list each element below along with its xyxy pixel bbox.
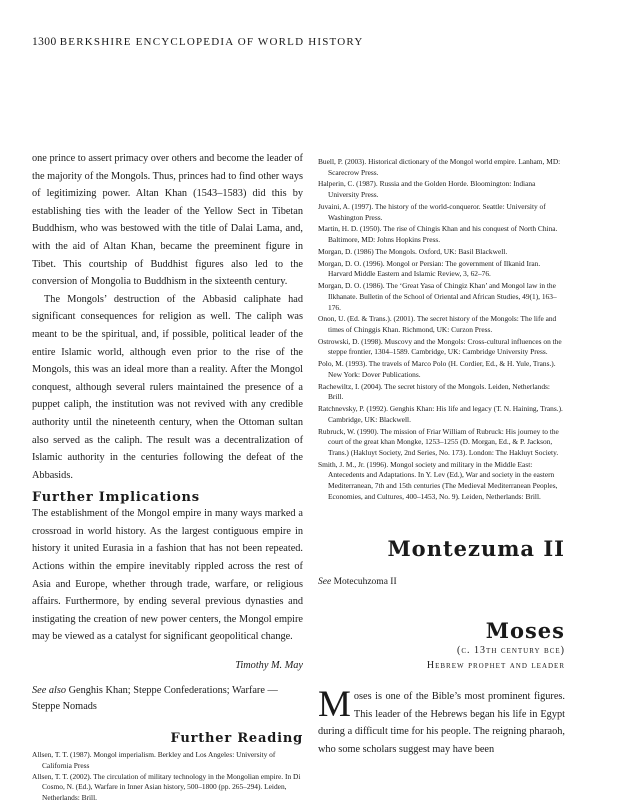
reference-item: Morgan, D. O. (1996). Mongol or Persian: The government of Ilkanid Iran. Harvard Middle Eastern and Islamic Review, 3, 62–76.: [318, 258, 541, 279]
page-number: 1300: [32, 36, 57, 48]
left-column: [32, 150, 303, 804]
reference-item: Morgan, D. (1986) The Mongols. Oxford, UK: Basil Blackwell.: [318, 246, 508, 256]
reference-item: Smith, J. M., Jr. (1996). Mongol society and military in the Middle East: Antecedents and Adaptations. In Y. Lev (Ed.), War and society in the eastern Mediterranean, 7th and 15th centuries (The Medieval Mediterranean Peoples, Economies, and Cultures, 400–1453, No. 9). Leiden, Netherlands: Brill.: [318, 459, 558, 501]
section-heading-further-implications: Further Implications: [32, 490, 200, 506]
moses-role: Hebrew prophet and leader: [426, 660, 565, 671]
running-header: [32, 36, 363, 48]
moses-dates: (c. 13th century bce): [457, 645, 565, 656]
reference-item: Halperin, C. (1987). Russia and the Golden Horde. Bloomington: Indiana University Press.: [318, 179, 536, 200]
reference-item: Buell, P. (2003). Historical dictionary of the Mongol world empire. Lanham, MD: Scarecrow Press.: [318, 157, 561, 177]
montezuma-entry-title: Montezuma II: [387, 536, 565, 561]
paragraph-1: one prince to assert primacy over others and become the leader of the majority of the Mongols. Thus, princes had to find other ways of legitimizing power. Altan Khan (1543–1583) did this by establishing ties with the leader of the Yellow Sect in Tibetan Buddhism, who was bestowed with the title of Dalai Lama, and, with the aid of Altan Khan, became the preeminent figure in Tibet. This courtship of Buddhist figures also led to the conversion of Mongolia to Buddhism in the sixteenth century.: [32, 153, 303, 288]
further-implications-body: [32, 505, 303, 646]
see-also: [32, 683, 303, 715]
see-also-label: See also: [32, 685, 67, 697]
paragraph-3: The establishment of the Mongol empire in many ways marked a crossroad in world history. As the largest contiguous empire in history it united Eurasia in a fashion that has not been repeated. Actions within the empire inevitably rippled across the rest of Asia and Europe, whether through trade, warfare, or religious affairs. Furthermore, by ending several previous dynasties and instigating the creation of new power centers, the Mongol empire may be viewed as a catalyst for significant geopolitical change.: [32, 508, 303, 643]
reference-item: Onon, U. (Ed. & Trans.). (2001). The secret history of the Mongols: The life and times of Chinggis Khan. Richmond, UK: Curzon Press.: [318, 314, 557, 334]
reference-list-right: [318, 157, 565, 502]
reference-item: Allsen, T. T. (2002). The circulation of military technology in the Mongolian empire. In Di Cosmo, N. (Ed.), Warfare in Inner Asian history, 500–1800 (pp. 265–294). Leiden, Netherlands: Brill.: [32, 771, 301, 802]
montezuma-see-reference: [318, 577, 397, 587]
see-also-links[interactable]: Genghis Khan; Steppe Confederations; Warfare —Steppe Nomads: [32, 685, 278, 713]
reference-item: Rubruck, W. (1990). The mission of Friar William of Rubruck: His journey to the court of the great khan Mongke, 1253–1255 (D. Morgan, Ed., & P. Jackson, Trans.) (Hakluyt Society, 2nd Series, No. 173). London: The Hakluyt Society.: [318, 426, 559, 457]
further-reading-heading: Further Reading: [170, 731, 303, 747]
reference-item: Allsen, T. T. (1987). Mongol imperialism. Berkley and Los Angeles: University of California Press: [32, 750, 276, 770]
moses-body: [318, 684, 565, 758]
reference-item: Martin, H. D. (1950). The rise of Chingis Khan and his conquest of North China. Baltimore, MD: Johns Hopkins Press.: [318, 224, 558, 245]
reference-item: Ostrowski, D. (1998). Muscovy and the Mongols: Cross-cultural influences on the steppe frontier, 1304–1589. Cambridge, UK: Cambridge University Press.: [318, 336, 562, 357]
right-column: [318, 153, 565, 504]
moses-paragraph: oses is one of the Bible’s most prominent figures. This leader of the Hebrews began his life in Egypt during a difficult time for his people. The reigning pharaoh, who some scholars suggest may have been: [318, 691, 565, 755]
reference-item: Morgan, D. O. (1986). The ‘Great Yasa of Chingiz Khan’ and Mongol law in the Ilkhanate. Bulletin of the School of Oriental and African Studies, 49(1), 163–176.: [318, 281, 557, 312]
running-title: BERKSHIRE ENCYCLOPEDIA OF WORLD HISTORY: [59, 36, 364, 48]
drop-cap: M: [318, 684, 351, 725]
reference-item: Polo, M. (1993). The travels of Marco Polo (H. Cordier, Ed., & H. Yule, Trans.). New York: Dover Publications.: [318, 359, 556, 379]
paragraph-2: The Mongols’ destruction of the Abbasid caliphate had significant consequences for religion as well. The caliph was meant to be the spiritual, and, if possible, political leader of the entire Islamic world, although even prior to the rise of the Mongols, this was an ideal more than a reality. After the Mongol conquest, although several rulers maintained the presence of a puppet caliph, the institution was not revived with any credible authority until the nineteenth century, when the Ottoman sultan also served as the caliph. The result was a decentralization of Islamic authority in the centuries following the defeat of the Abbasids.: [32, 293, 303, 481]
reference-item: Rachewiltz, I. (2004). The secret history of the Mongols. Leiden, Netherlands: Brill.: [318, 381, 550, 402]
author-byline: Timothy M. May: [235, 660, 303, 672]
see-label: See: [318, 577, 332, 587]
reference-item: Juvaini, A. (1997). The history of the world-conqueror. Seattle: University of Washington Press.: [318, 201, 546, 222]
moses-entry-title: Moses: [485, 618, 565, 643]
left-body: [32, 150, 303, 484]
reference-item: Ratchnevsky, P. (1992). Genghis Khan: His life and legacy (T. N. Haining, Trans.). Cambridge, UK: Blackwell.: [318, 404, 563, 424]
reference-list-left: [32, 750, 303, 803]
see-link[interactable]: Motecuhzoma II: [333, 577, 397, 587]
